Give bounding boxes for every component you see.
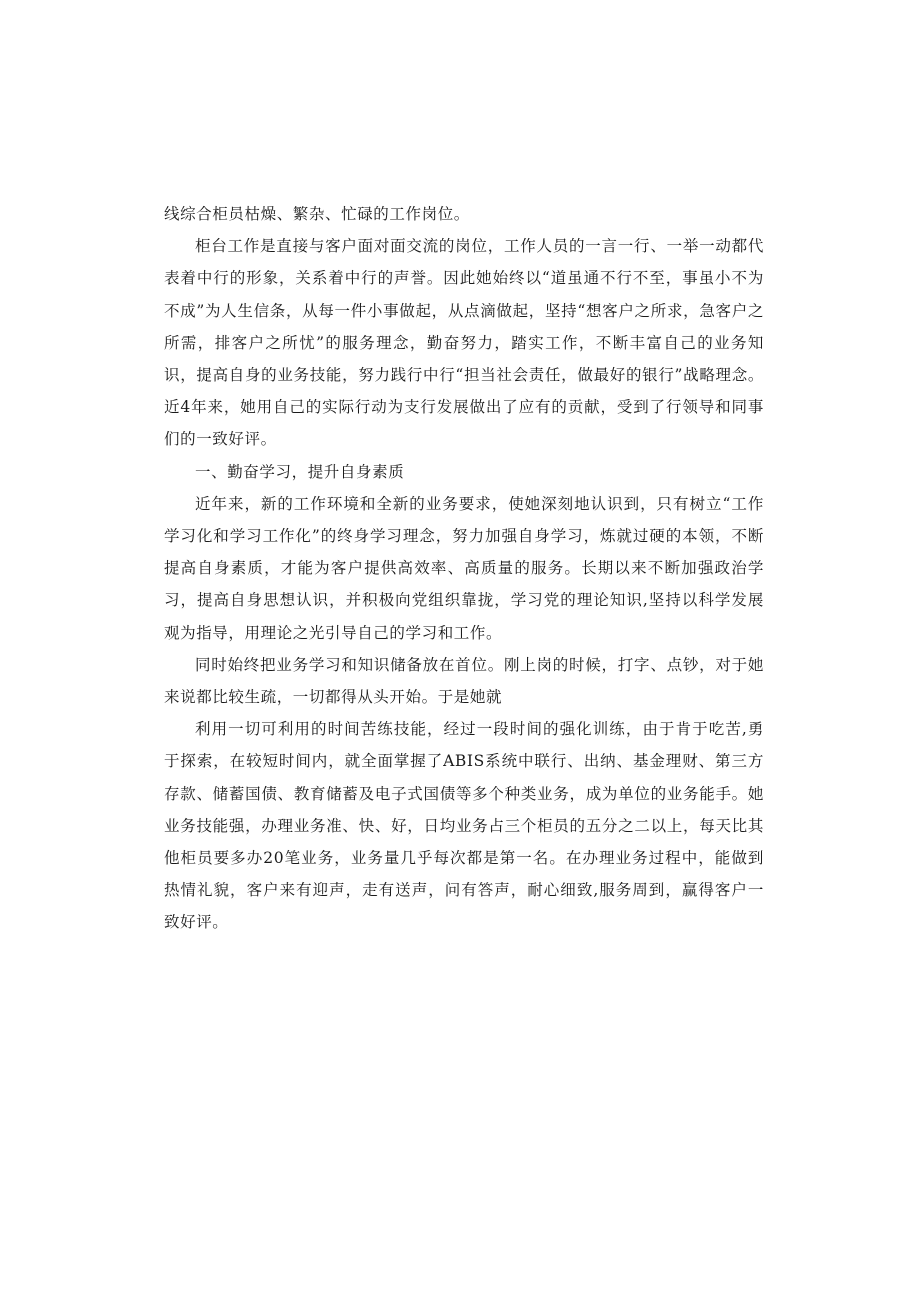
paragraph-counter-work: 柜台工作是直接与客户面对面交流的岗位，工作人员的一言一行、一举一动都代表着中行的形象，关系着中行的声誉。因此她始终以“道虽通不行不至，事虽小不为不成”为人生信条，从每一件小事做起，从点滴做起，坚持“想客户之所求，急客户之所需，排客户之所忧”的服务理念，勤奋努力，踏实工作，不断丰富自己的业务知识，提高自身的业务技能，努力践行中行“担当社会责任，做最好的银行”战略理念。近4年来，她用自己的实际行动为支行发展做出了应有的贡献，受到了行领导和同事们的一致好评。 — [164, 237, 764, 449]
document-body — [164, 198, 764, 939]
section-heading-study: 一、勤奋学习，提升自身素质 — [195, 462, 405, 481]
paragraph-lifelong-learning: 近年来，新的工作环境和全新的业务要求，使她深刻地认识到，只有树立“工作学习化和学习工作化”的终身学习理念，努力加强自身学习，炼就过硬的本领，不断提高自身素质，才能为客户提供高效率、高质量的服务。长期以来不断加强政治学习，提高自身思想认识，并积极向党组织靠拢，学习党的理论知识,坚持以科学发展观为指导，用理论之光引导自己的学习和工作。 — [164, 494, 764, 642]
paragraph-business-study: 同时始终把业务学习和知识储备放在首位。刚上岗的时候，打字、点钞，对于她来说都比较生疏，一切都得从头开始。于是她就 — [164, 655, 764, 707]
paragraph-skills-training: 利用一切可利用的时间苦练技能，经过一段时间的强化训练，由于肯于吃苦,勇于探索，在较短时间内，就全面掌握了ABIS系统中联行、出纳、基金理财、第三方存款、储蓄国债、教育储蓄及电子式国债等多个种类业务，成为单位的业务能手。她业务技能强，办理业务准、快、好，日均业务占三个柜员的五分之二以上，每天比其他柜员要多办20笔业务，业务量几乎每次都是第一名。在办理业务过程中，能做到热情礼貌，客户来有迎声，走有送声，问有答声，耐心细致,服务周到，赢得客户一致好评。 — [164, 720, 764, 932]
paragraph-continuation: 线综合柜员枯燥、繁杂、忙碌的工作岗位。 — [164, 205, 470, 223]
